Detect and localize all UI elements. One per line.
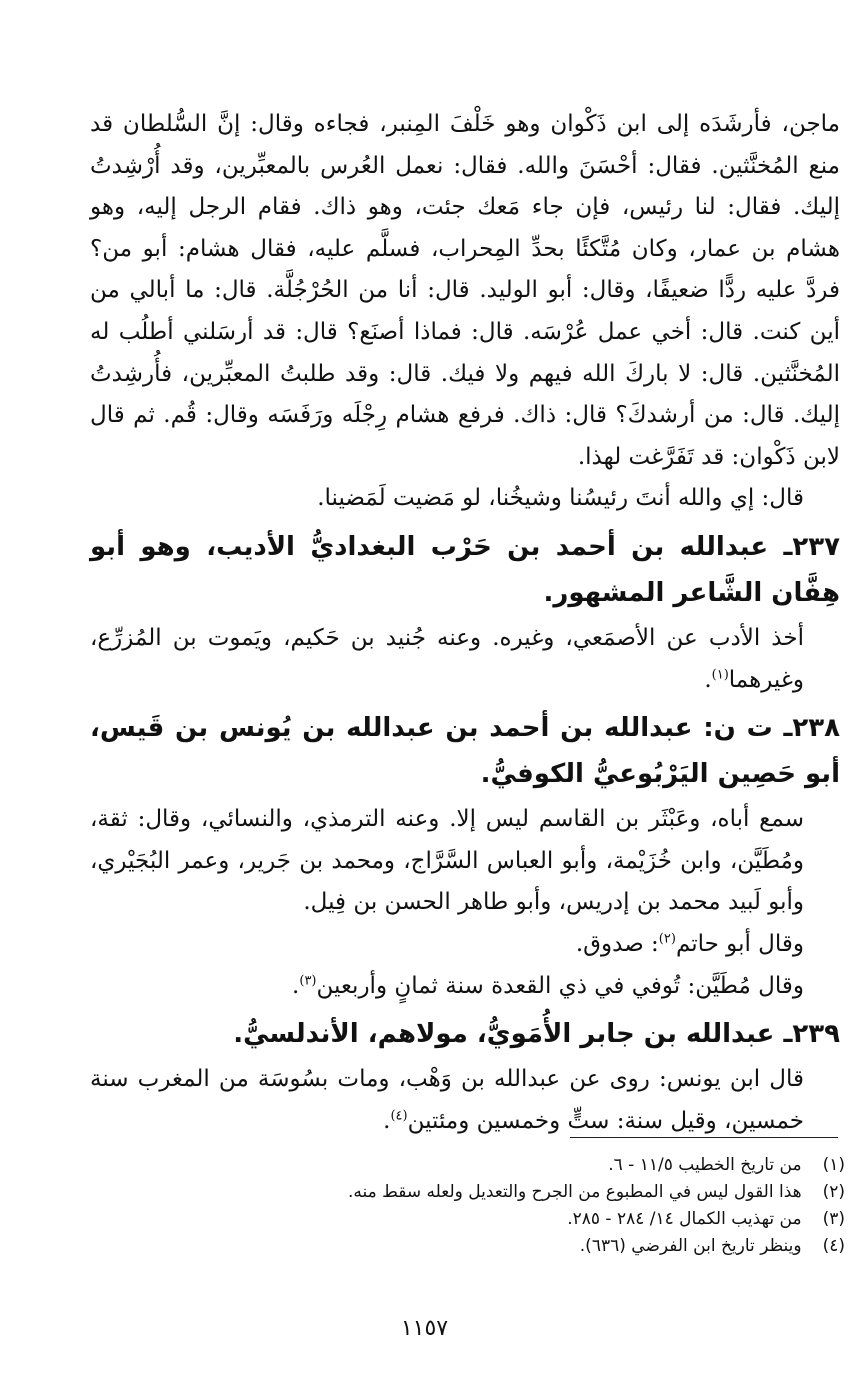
footnote-ref: (٣)	[299, 972, 317, 988]
paragraph-text: : صدوق.	[575, 930, 659, 957]
entry-heading-237: ٢٣٧ـ عبدالله بن أحمد بن حَرْب البغداديُّ الأديب، وهو أبو هِفَّان الشَّاعر المشهور.	[90, 531, 840, 608]
footnote-ref: (١)	[711, 666, 729, 682]
entry-heading-238: ٢٣٨ـ ت ن: عبدالله بن أحمد بن عبدالله بن يُونس بن قَيس، أبو حَصِين اليَرْبُوعيُّ الكوفيُّ.	[90, 713, 840, 790]
footnote-number: (٤)	[822, 1236, 845, 1256]
paragraph-text: .	[383, 1107, 391, 1134]
paragraph	[90, 966, 840, 1008]
paragraph	[90, 924, 840, 966]
footnote-divider	[570, 1137, 838, 1138]
page-number: ١١٥٧	[400, 1316, 449, 1341]
paragraph: قال: إي والله أنتَ رئيسُنا وشيخُنا، لو مَضيت لَمَضينا.	[317, 485, 804, 512]
main-text	[90, 104, 840, 1142]
footnote	[250, 1233, 845, 1260]
footnote	[250, 1152, 845, 1179]
footnote-ref: (٤)	[390, 1108, 408, 1124]
paragraph-text: قال ابن يونس: روى عن عبدالله بن وَهْب، ومات بسُوسَة من المغرب سنة خمسين، وقيل سنة: ستٍّ وخمسين ومئتين	[90, 1066, 804, 1134]
paragraph: ماجن، فأرشَدَه إلى ابن ذَكْوان وهو خَلْفَ المِنبر، فجاءه وقال: إنَّ السُّلطان قد منع المُخنَّثين. فقال: أحْسَنَ والله. فقال: نعمل العُرس بالمعبِّرين، وقد أُرْشِدتُ إليك. فقال: لنا رئيس، فإن جاء مَعك جئت، وهو ذاك. فقام الرجل إليه، وهو هشام بن عمار، وكان مُتَّكئًا بحدِّ المِحراب، فسلَّم عليه، فقال هشام: أبو من؟ فردَّ عليه ردًّا ضعيفًا، وقال: أبو الوليد. قال: أنا من الحُرْجُلَّة. قال: ما أبالي من أين كنت. قال: أخي عمل عُرْسَه. قال: فماذا أصنَع؟ قال: قد أرسَلني أطلُب له المُخنَّثين. قال: لا باركَ الله فيهم ولا فيك. قال: وقد طلبتُ المعبِّرين، فأُرشِدتُ إليك. قال: من أرشدكَ؟ قال: ذاك. فرفع هشام رِجْلَه ورَفَسَه وقال: قُم. ثم قال لابن ذَكْوان: قد تَفَرَّغت لهذا.	[90, 111, 840, 470]
footnote-number: (٣)	[822, 1209, 845, 1229]
paragraph-text: وقال أبو حاتم	[675, 930, 804, 957]
paragraph: سمع أباه، وعَبْثَر بن القاسم ليس إلا. وعنه الترمذي، والنسائي، وقال: ثقة، ومُطَيَّن، وابن خُزَيْمة، وأبو العباس السَّرَّاج، ومحمد بن جَرير، وعمر البُجَيْري، وأبو لَبيد محمد بن إدريس، وأبو طاهر الحسن بن فِيل.	[90, 806, 804, 916]
paragraph-text: وقال مُطَيَّن: تُوفي في ذي القعدة سنة ثمانٍ وأربعين	[316, 972, 804, 999]
footnote-ref: (٢)	[658, 931, 676, 947]
footnote-text: من تاريخ الخطيب ١١/٥ - ٦.	[608, 1155, 802, 1175]
entry-heading-239: ٢٣٩ـ عبدالله بن جابر الأُمَويُّ، مولاهم، الأندلسيُّ.	[233, 1019, 840, 1050]
paragraph	[90, 1059, 840, 1142]
footnote-number: (٢)	[822, 1182, 845, 1202]
footnote	[250, 1179, 845, 1206]
footnotes	[250, 1152, 845, 1260]
paragraph-text: أخذ الأدب عن الأصمَعي، وغيره. وعنه جُنيد بن حَكيم، ويَموت بن المُزرِّع، وغيرهما	[90, 624, 804, 693]
footnote-text: هذا القول ليس في المطبوع من الجرح والتعديل ولعله سقط منه.	[347, 1182, 802, 1202]
footnote-text: من تهذيب الكمال ١٤/ ٢٨٤ - ٢٨٥.	[567, 1209, 802, 1229]
footnote	[250, 1206, 845, 1233]
paragraph-text: .	[292, 972, 300, 999]
paragraph	[90, 618, 840, 701]
footnote-text: وينظر تاريخ ابن الفرضي (٦٣٦).	[579, 1236, 802, 1256]
footnote-number: (١)	[822, 1155, 845, 1175]
paragraph-text: .	[704, 666, 712, 693]
